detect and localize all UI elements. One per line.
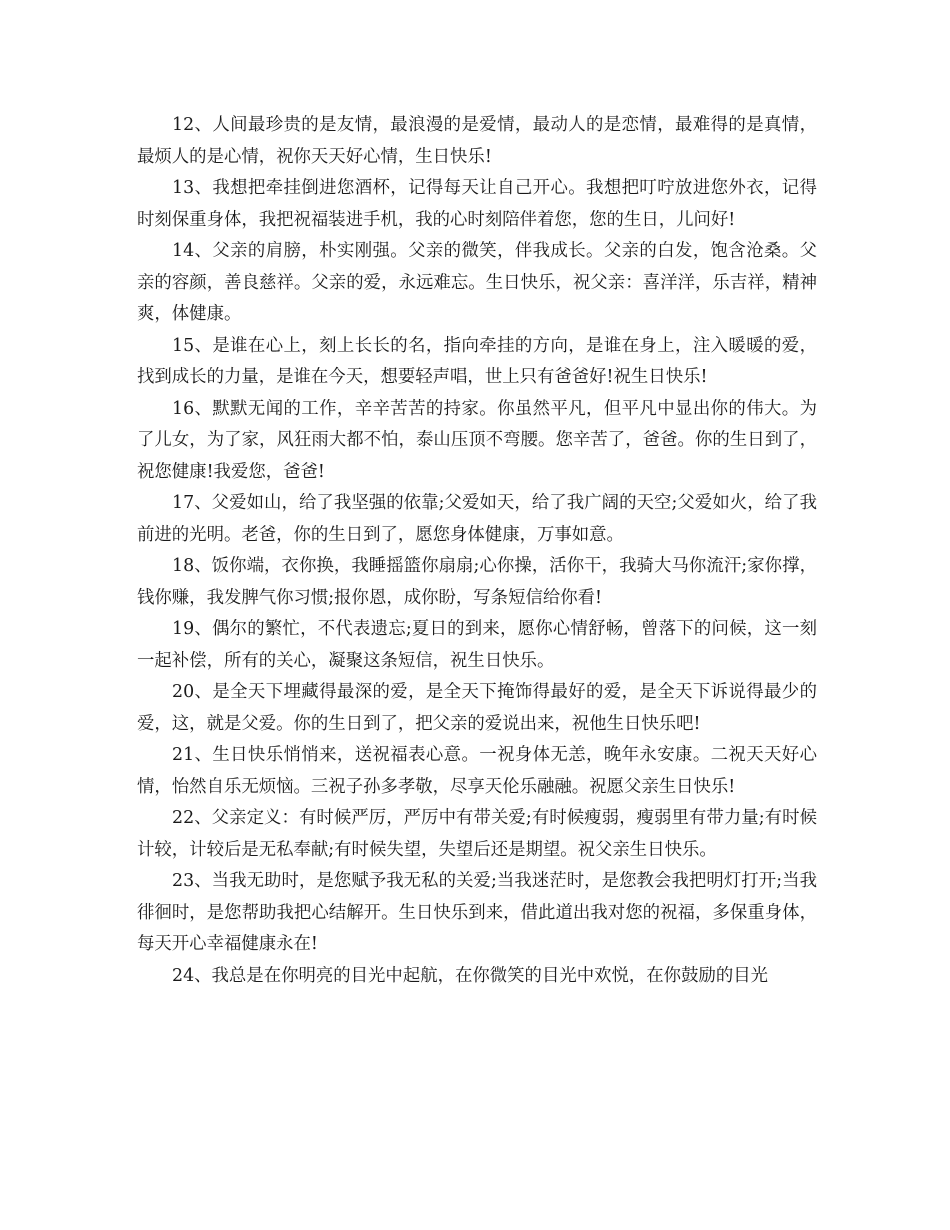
paragraph-14: 14、父亲的肩膀，朴实刚强。父亲的微笑，伴我成长。父亲的白发，饱含沧桑。父亲的容颜，善良慈祥。父亲的爱，永远难忘。生日快乐，祝父亲：喜洋洋，乐吉祥，精神爽，体健康。: [137, 241, 817, 324]
paragraph-12: 12、人间最珍贵的是友情，最浪漫的是爱情，最动人的是恋情，最难得的是真情，最烦人的是心情，祝你天天好心情，生日快乐!: [137, 115, 817, 167]
paragraph-17: 17、父爱如山，给了我坚强的依靠;父爱如天，给了我广阔的天空;父爱如火，给了我前进的光明。老爸，你的生日到了，愿您身体健康，万事如意。: [137, 493, 817, 545]
paragraph-23: 23、当我无助时，是您赋予我无私的关爱;当我迷茫时，是您教会我把明灯打开;当我徘徊时，是您帮助我把心结解开。生日快乐到来，借此道出我对您的祝福，多保重身体，每天开心幸福健康永在!: [137, 871, 817, 954]
document-body: [137, 110, 817, 992]
paragraph-22: 22、父亲定义：有时候严厉，严厉中有带关爱;有时候瘦弱，瘦弱里有带力量;有时候计较，计较后是无私奉献;有时候失望，失望后还是期望。祝父亲生日快乐。: [137, 808, 817, 860]
paragraph-13: 13、我想把牵挂倒进您酒杯，记得每天让自己开心。我想把叮咛放进您外衣，记得时刻保重身体，我把祝福装进手机，我的心时刻陪伴着您，您的生日，儿问好!: [137, 178, 817, 230]
paragraph-18: 18、饭你端，衣你换，我睡摇篮你扇扇;心你操，活你干，我骑大马你流汗;家你撑，钱你赚，我发脾气你习惯;报你恩，成你盼，写条短信给你看!: [137, 556, 817, 608]
paragraph-19: 19、偶尔的繁忙，不代表遗忘;夏日的到来，愿你心情舒畅，曾落下的问候，这一刻一起补偿，所有的关心，凝聚这条短信，祝生日快乐。: [137, 619, 817, 671]
paragraph-16: 16、默默无闻的工作，辛辛苦苦的持家。你虽然平凡，但平凡中显出你的伟大。为了儿女，为了家，风狂雨大都不怕，泰山压顶不弯腰。您辛苦了，爸爸。你的生日到了，祝您健康!我爱您，爸爸!: [137, 398, 817, 482]
paragraph-24: 24、我总是在你明亮的目光中起航，在你微笑的目光中欢悦，在你鼓励的目光: [172, 965, 769, 986]
paragraph-20: 20、是全天下埋藏得最深的爱，是全天下掩饰得最好的爱，是全天下诉说得最少的爱，这，就是父爱。你的生日到了，把父亲的爱说出来，祝他生日快乐吧!: [137, 682, 817, 734]
paragraph-21: 21、生日快乐悄悄来，送祝福表心意。一祝身体无恙，晚年永安康。二祝天天好心情，怡然自乐无烦恼。三祝子孙多孝敬，尽享天伦乐融融。祝愿父亲生日快乐!: [137, 745, 817, 797]
paragraph-15: 15、是谁在心上，刻上长长的名，指向牵挂的方向，是谁在身上，注入暖暖的爱，找到成长的力量，是谁在今天，想要轻声唱，世上只有爸爸好!祝生日快乐!: [137, 335, 817, 387]
